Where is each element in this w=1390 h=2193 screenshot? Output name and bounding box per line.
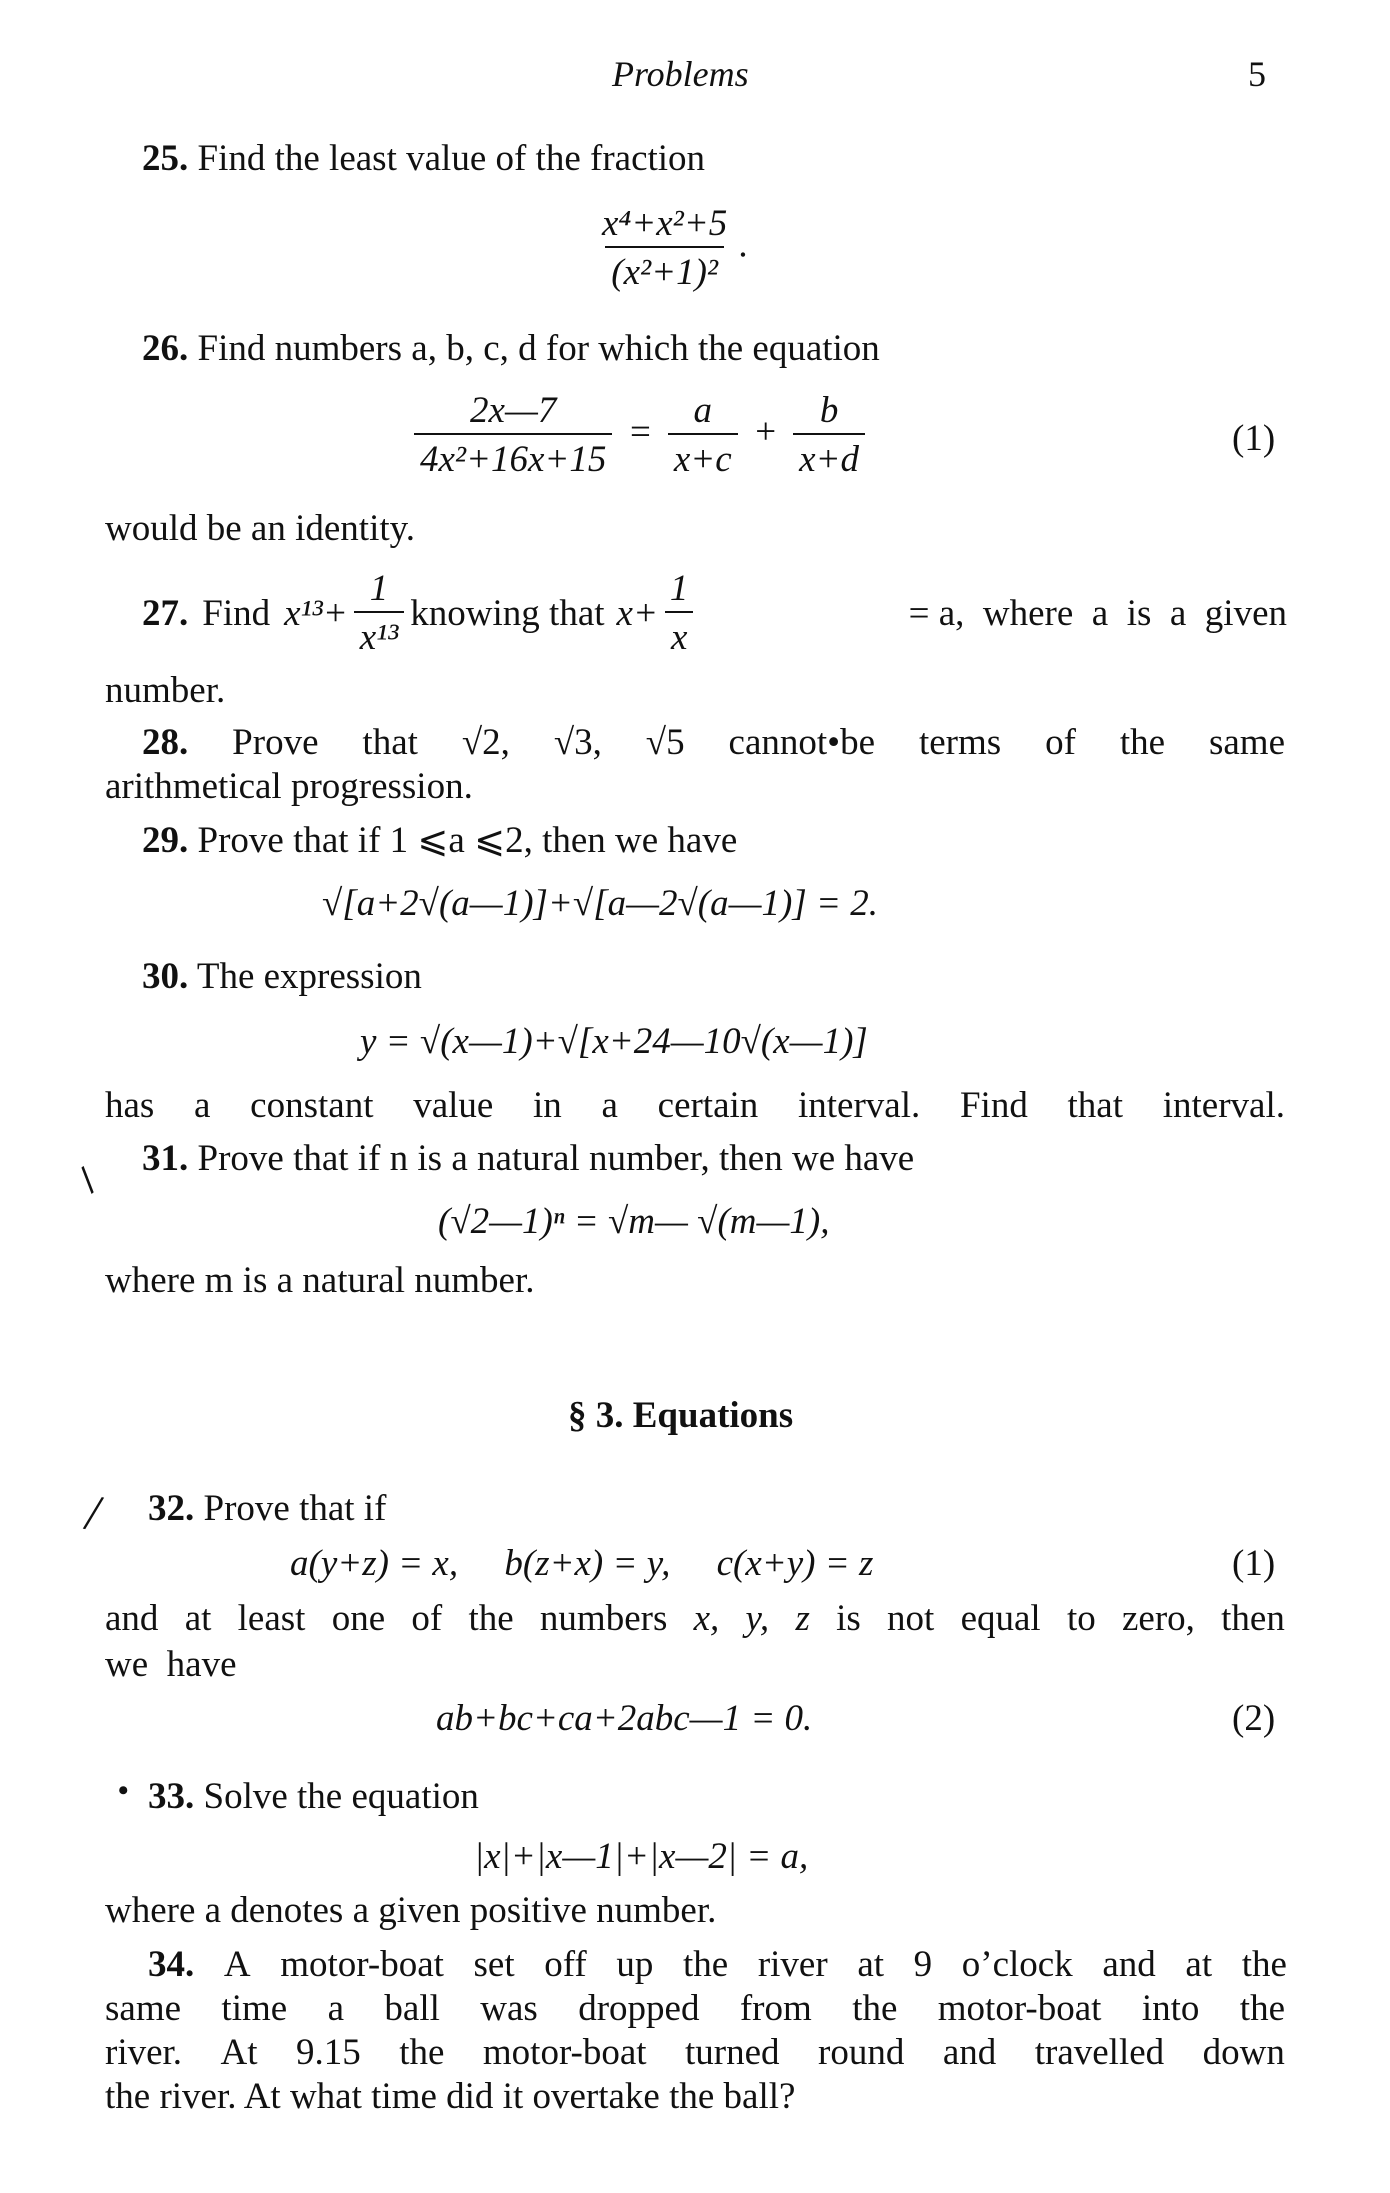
word: z [795,1598,810,1639]
problem-31-formula: (√2—1)ⁿ = √m— √(m—1), [438,1201,830,1242]
word: and [1102,1944,1156,1985]
problem-number: 34. [148,1944,195,1985]
problem-31-statement [142,1140,914,1177]
problem-27-statement [142,570,1287,656]
word: time [221,1988,288,2029]
problem-32-formula-1: a(y+z) = x, b(z+x) = y, c(x+y) = z [290,1543,874,1584]
fraction-numerator: 1 [369,568,389,609]
lhs-denominator: 4x²+16x+15 [414,433,612,478]
word: not [887,1598,935,1639]
problem-30-continuation [105,1087,1285,1124]
word: y, [745,1598,770,1639]
problem-number: 33. [148,1776,195,1817]
problem-number: 25. [142,138,189,179]
word: the [468,1598,514,1639]
word: that [362,722,418,763]
problem-number: 29. [142,820,189,861]
word: river. [105,2032,183,2073]
problem-33-statement [148,1778,479,1815]
word: the [683,1944,729,1985]
pencil-dot-mark: • [118,1774,129,1807]
problem-32-formula-2: ab+bc+ca+2abc—1 = 0. [436,1698,813,1739]
word: a [601,1085,618,1126]
problem-34-line-3 [105,2034,1285,2071]
word: ball [384,1988,440,2029]
word: is [836,1598,861,1639]
problem-34-line-4: the river. At what time did it overtake the ball? [105,2076,796,2117]
word: dropped [578,1988,700,2029]
lhs-numerator: 2x—7 [470,390,557,431]
word: the [1119,722,1166,763]
word: and [105,1598,159,1639]
problem-text: Prove that if [203,1488,387,1529]
fraction-denominator: x¹³ [354,611,405,656]
running-header-title: Problems [612,54,749,94]
word: then [1221,1598,1285,1639]
word: Prove [232,722,319,763]
word: √3, [553,722,602,763]
word: of [411,1598,443,1639]
problem-26-statement [142,330,880,367]
word: same [1208,722,1285,763]
word: to [1066,1598,1096,1639]
math-term: x+ [616,592,658,634]
word: the [1239,1988,1285,2029]
problem-text: knowing that [410,592,605,634]
word: and [942,2032,997,2073]
fraction-numerator: x⁴+x²+5 [602,203,728,244]
word: A [223,1944,251,1985]
word: motor-boat [937,1988,1102,2029]
word: √5 [645,722,685,763]
problem-25-fraction [590,205,749,291]
word: turned [685,2032,780,2073]
equals-sign: = [627,411,653,453]
pencil-tick-mark: / [80,1484,107,1543]
problem-text: The expression [196,956,422,997]
word: value [413,1085,494,1126]
word: down [1202,2032,1285,2073]
word: set [473,1944,515,1985]
problem-text: = a, where a is a given [908,592,1287,634]
word: interval. [798,1085,921,1126]
word: motor-boat [280,1944,444,1985]
fraction-period: . [739,224,749,266]
word: zero, [1121,1598,1195,1639]
plus-sign: + [752,411,778,453]
word: terms [918,722,1002,763]
word: x, [693,1598,720,1639]
problem-34-line-2 [105,1990,1285,2027]
word: the [852,1988,898,2029]
problem-28-line-2: arithmetical progression. [105,766,473,807]
problem-text: Find the least value of the fraction [197,138,706,179]
word: in [533,1085,562,1126]
problem-25-statement [142,140,705,177]
word: travelled [1034,2032,1165,2073]
problem-number: 32. [148,1488,195,1529]
problem-number: 27. [142,592,189,634]
equation-number: (1) [1232,418,1276,459]
word: at [184,1598,212,1639]
word: Find [959,1085,1028,1126]
problem-34-line-1 [148,1946,1287,1983]
problem-text: Prove that if n is a natural number, then we have [197,1138,915,1179]
word: up [616,1944,654,1985]
rhs1-denominator: x+c [668,433,738,478]
pencil-tick-mark: / [68,1158,106,1201]
problem-32-continuation-2: we have [105,1644,237,1685]
word: 9 [913,1944,933,1985]
problem-33-continuation: where a denotes a given positive number. [105,1890,717,1931]
problem-text: Find numbers a, b, c, d for which the equation [197,328,880,369]
word: has [105,1085,155,1126]
problem-28-line-1 [142,724,1285,761]
problem-29-formula: √[a+2√(a—1)]+√[a—2√(a—1)] = 2. [322,883,878,924]
problem-31-continuation: where m is a natural number. [105,1260,535,1301]
word: same [105,1988,182,2029]
word: certain [657,1085,759,1126]
fraction-numerator: 1 [669,568,689,609]
word: cannot•be [728,722,876,763]
word: that [1067,1085,1124,1126]
rhs2-numerator: b [819,390,839,431]
word: one [331,1598,386,1639]
equation-number: (1) [1232,1543,1276,1584]
equation-number: (2) [1232,1698,1276,1739]
problem-27-continuation: number. [105,670,226,711]
word: equal [960,1598,1041,1639]
word: √2, [461,722,510,763]
word: off [544,1944,587,1985]
word: interval. [1162,1085,1285,1126]
math-term: x¹³+ [284,592,348,634]
word: of [1045,722,1076,763]
word: round [818,2032,905,2073]
problem-30-formula: y = √(x—1)+√[x+24—10√(x—1)] [360,1021,868,1062]
word: constant [250,1085,374,1126]
section-heading: § 3. Equations [568,1395,794,1436]
word: a [194,1085,211,1126]
problem-number: 30. [142,956,189,997]
problem-29-statement [142,822,737,859]
word: motor-boat [482,2032,647,2073]
word: at [857,1944,885,1985]
problem-text: Find [202,592,271,634]
fraction-denominator: (x²+1)² [605,246,724,291]
rhs1-numerator: a [693,390,712,431]
problem-number: 26. [142,328,189,369]
word: 9.15 [296,2032,361,2073]
fraction-denominator: x [665,611,693,656]
word: a [327,1988,345,2029]
problem-number: 28. [142,722,189,763]
problem-text: Solve the equation [203,1776,479,1817]
word: at [1185,1944,1213,1985]
page-number: 5 [1248,54,1266,94]
word: into [1141,1988,1200,2029]
word: least [237,1598,306,1639]
rhs2-denominator: x+d [793,433,865,478]
word: the [1241,1944,1287,1985]
problem-26-equation [408,392,871,478]
word: was [480,1988,538,2029]
word: from [739,1988,812,2029]
problem-26-continuation: would be an identity. [105,508,415,549]
problem-30-statement [142,958,422,995]
problem-number: 31. [142,1138,189,1179]
problem-32-continuation [105,1600,1285,1637]
word: numbers [539,1598,668,1639]
word: the [399,2032,445,2073]
word: river [757,1944,828,1985]
problem-text: Prove that if 1 ⩽a ⩽2, then we have [197,820,738,861]
problem-33-formula: |x|+|x—1|+|x—2| = a, [474,1836,809,1877]
word: At [220,2032,258,2073]
problem-32-statement [148,1490,386,1527]
word: o’clock [961,1944,1073,1985]
